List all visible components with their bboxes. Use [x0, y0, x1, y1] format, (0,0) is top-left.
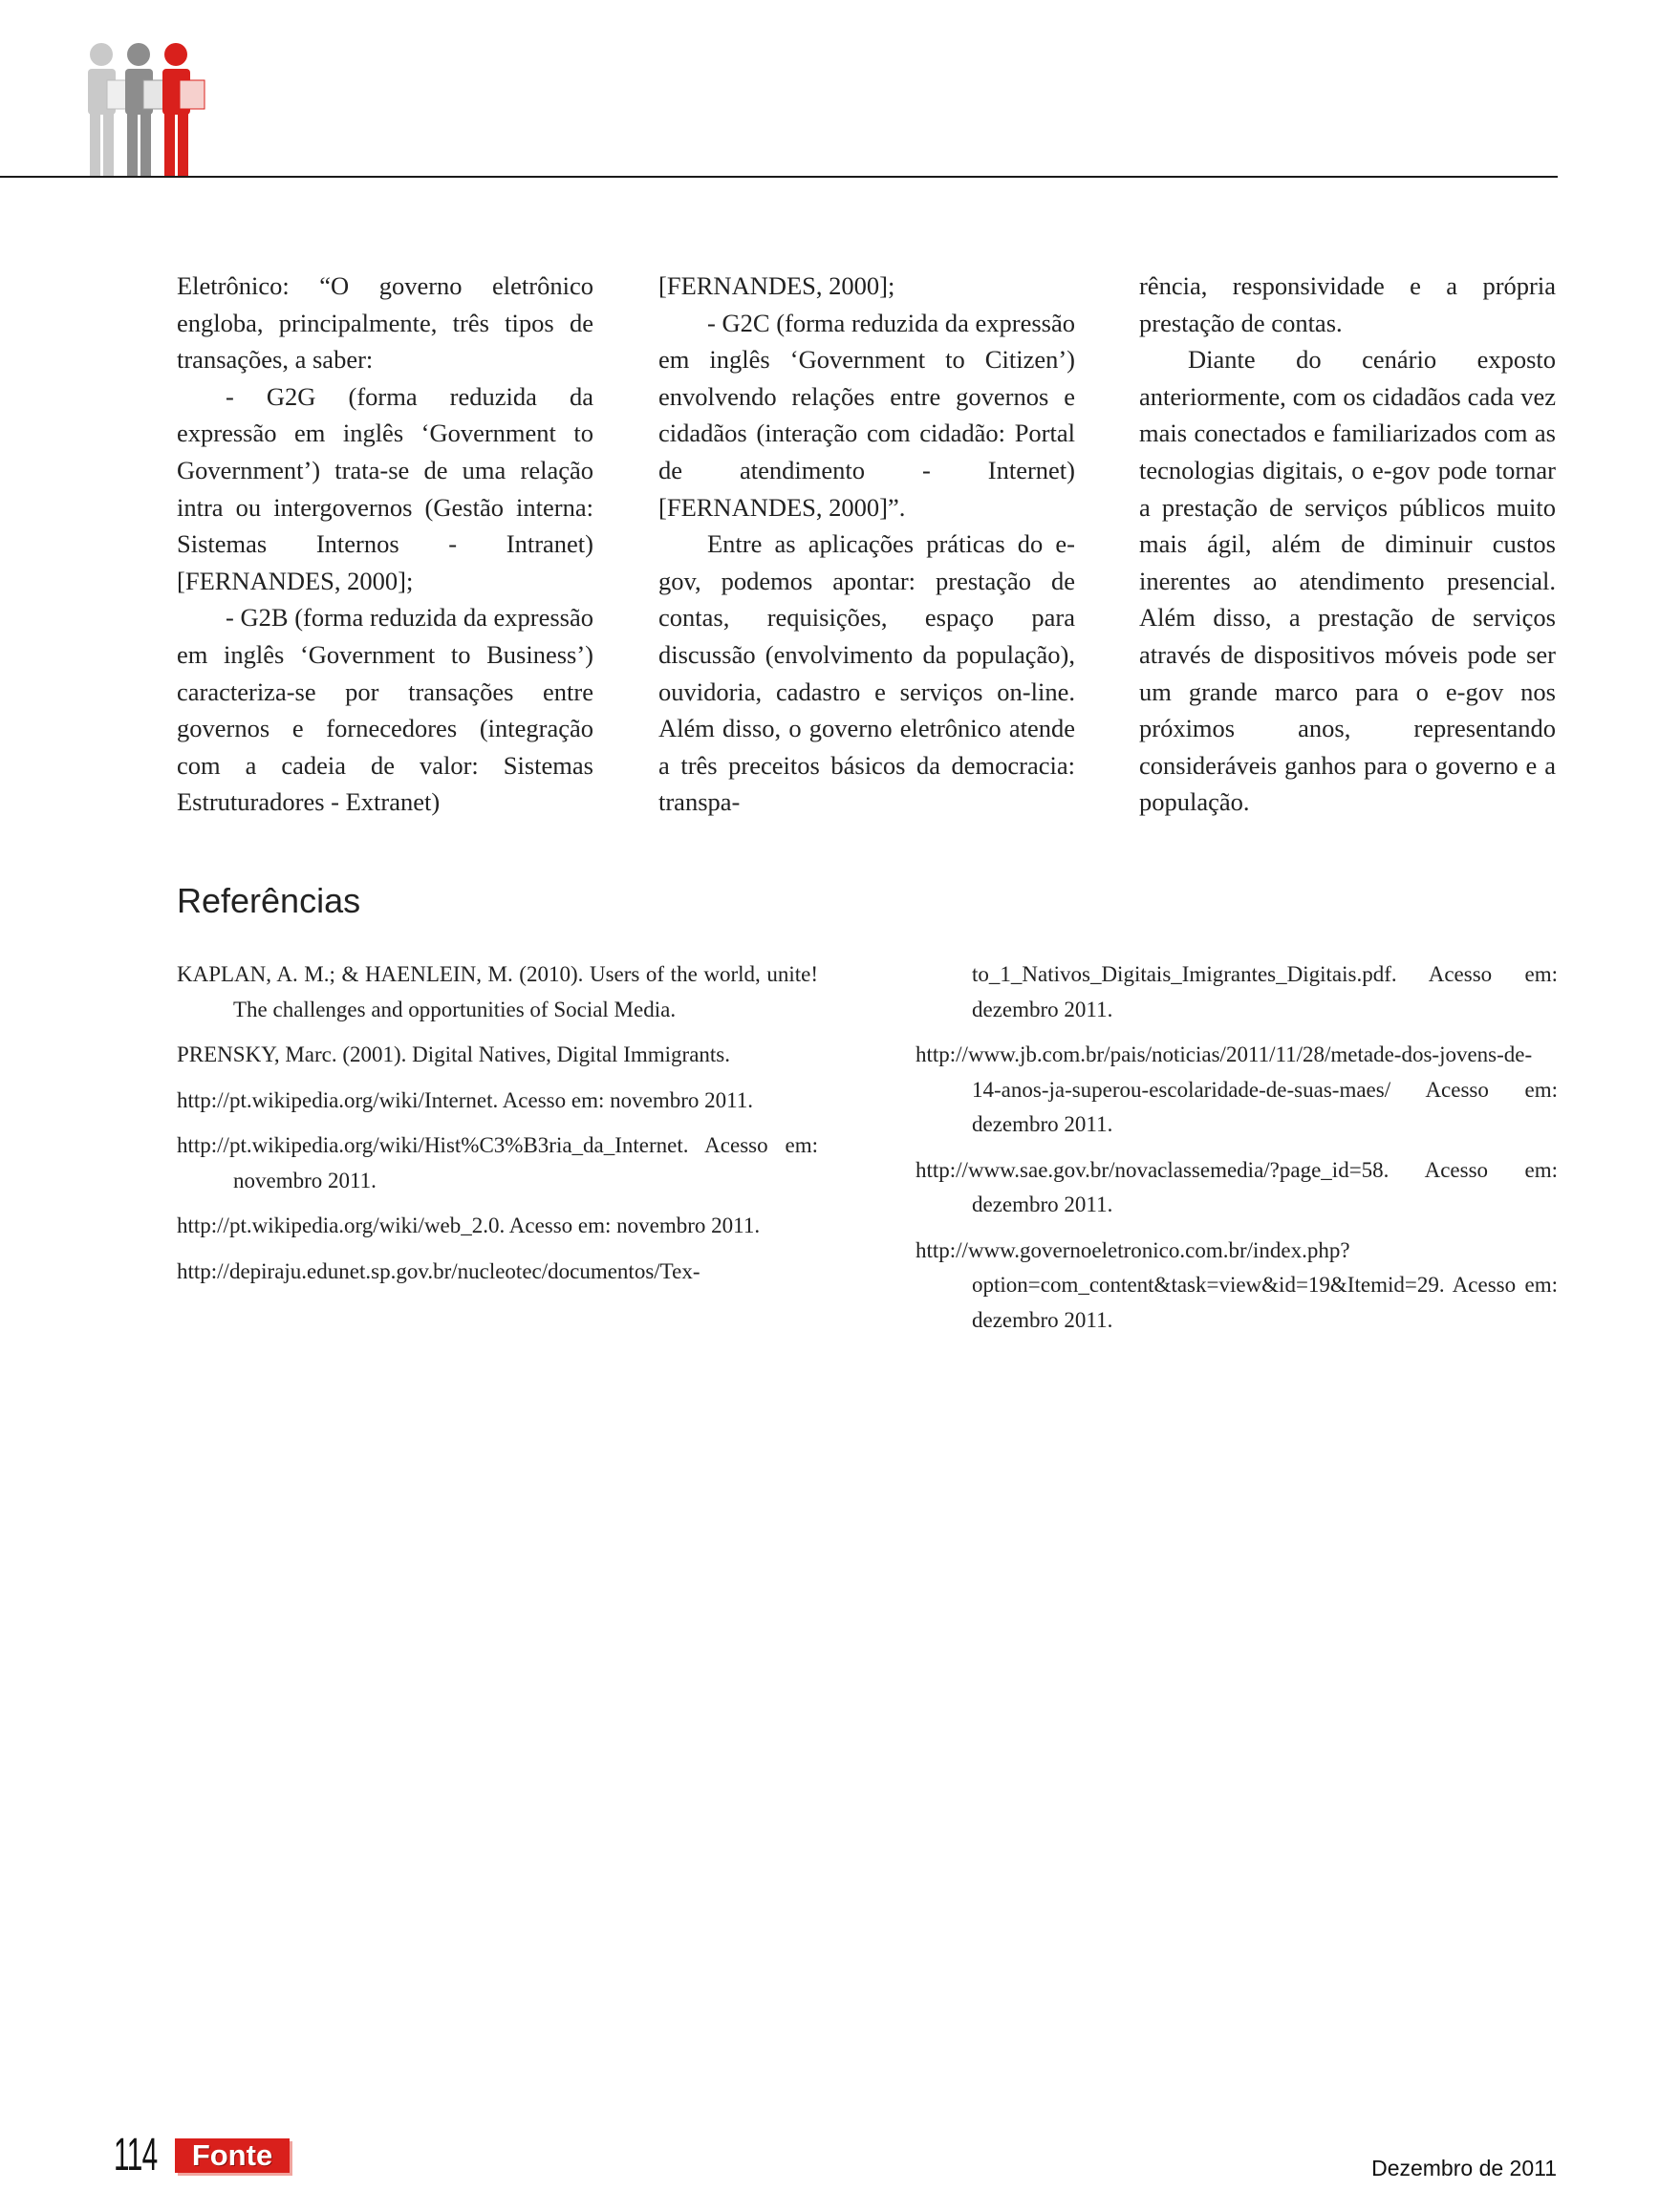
three-people-figures-icon	[75, 38, 218, 182]
text-column-1	[177, 268, 593, 821]
reference-item: http://pt.wikipedia.org/wiki/web_2.0. Acesso em: novembro 2011.	[177, 1213, 761, 1237]
fonte-logo	[175, 2138, 290, 2173]
header-people-logo	[75, 38, 218, 182]
reference-item: http://www.jb.com.br/pais/noticias/2011/11/28/metade-dos-jovens-de-14-anos-ja-superou-escolaridade-de-suas-maes/ Acesso em: dezembro 2011.	[916, 1042, 1558, 1136]
reference-item: http://depiraju.edunet.sp.gov.br/nucleotec/documentos/Tex-	[177, 1258, 700, 1283]
paragraph: rência, responsividade e a própria prestação de contas.	[1139, 271, 1556, 337]
reference-item: http://pt.wikipedia.org/wiki/Hist%C3%B3ria_da_Internet. Acesso em: novembro 2011.	[177, 1133, 818, 1192]
reference-item: http://pt.wikipedia.org/wiki/Internet. Acesso em: novembro 2011.	[177, 1087, 754, 1112]
paragraph: Eletrônico: “O governo eletrônico engloba, principalmente, três tipos de transações, a saber:	[177, 271, 593, 375]
references-heading: Referências	[177, 881, 361, 920]
paragraph: [FERNANDES, 2000];	[658, 271, 895, 300]
reference-item-continuation: to_1_Nativos_Digitais_Imigrantes_Digitais.pdf. Acesso em: dezembro 2011.	[972, 962, 1558, 1021]
reference-item: KAPLAN, A. M.; & HAENLEIN, M. (2010). Users of the world, unite! The challenges and opportunities of Social Media.	[177, 962, 818, 1021]
references-list-left	[177, 957, 818, 1299]
references-list-right	[916, 957, 1558, 1348]
paragraph: - G2B (forma reduzida da expressão em inglês ‘Government to Business’) caracteriza-se por transações entre governos e fornecedores (integração com a cadeia de valor: Sistemas Estruturadores - Extranet)	[177, 603, 593, 817]
header-rule	[0, 176, 1558, 178]
paragraph: Entre as aplicações práticas do e-gov, podemos apontar: prestação de contas, requisições, espaço para discussão (envolvimento da população), ouvidoria, cadastro e serviços on-line. Além disso, o governo eletrônico atende a três preceitos básicos da democracia: transpa-	[658, 529, 1075, 817]
page-number: 114	[114, 2130, 158, 2180]
text-column-3	[1139, 268, 1556, 821]
reference-item: PRENSKY, Marc. (2001). Digital Natives, Digital Immigrants.	[177, 1042, 730, 1066]
issue-date: Dezembro de 2011	[1371, 2156, 1557, 2180]
brand-name: Fonte	[191, 2138, 273, 2172]
reference-item: http://www.sae.gov.br/novaclassemedia/?page_id=58. Acesso em: dezembro 2011.	[916, 1157, 1558, 1216]
paragraph: - G2C (forma reduzida da expressão em inglês ‘Government to Citizen’) envolvendo relações entre governos e cidadãos (interação com cidadão: Portal de atendimento - Internet) [FERNANDES, 2000]”.	[658, 308, 1075, 522]
paragraph: - G2G (forma reduzida da expressão em inglês ‘Government to Government’) trata-se de uma relação intra ou intergovernos (Gestão interna: Sistemas Internos - Intranet) [FERNANDES, 2000];	[177, 381, 593, 595]
paragraph: Diante do cenário exposto anteriormente, com os cidadãos cada vez mais conectados e familiarizados com as tecnologias digitais, o e-gov pode tornar a prestação de serviços públicos muito mais ágil, além de diminuir custos inerentes ao atendimento presencial. Além disso, a prestação de serviços através de dispositivos móveis pode ser um grande marco para o e-gov nos próximos anos, representando consideráveis ganhos para o governo e a população.	[1139, 345, 1556, 817]
reference-item: http://www.governoeletronico.com.br/index.php?option=com_content&task=view&id=19&Itemid=29. Acesso em: dezembro 2011.	[916, 1237, 1558, 1332]
text-column-2	[658, 268, 1075, 821]
